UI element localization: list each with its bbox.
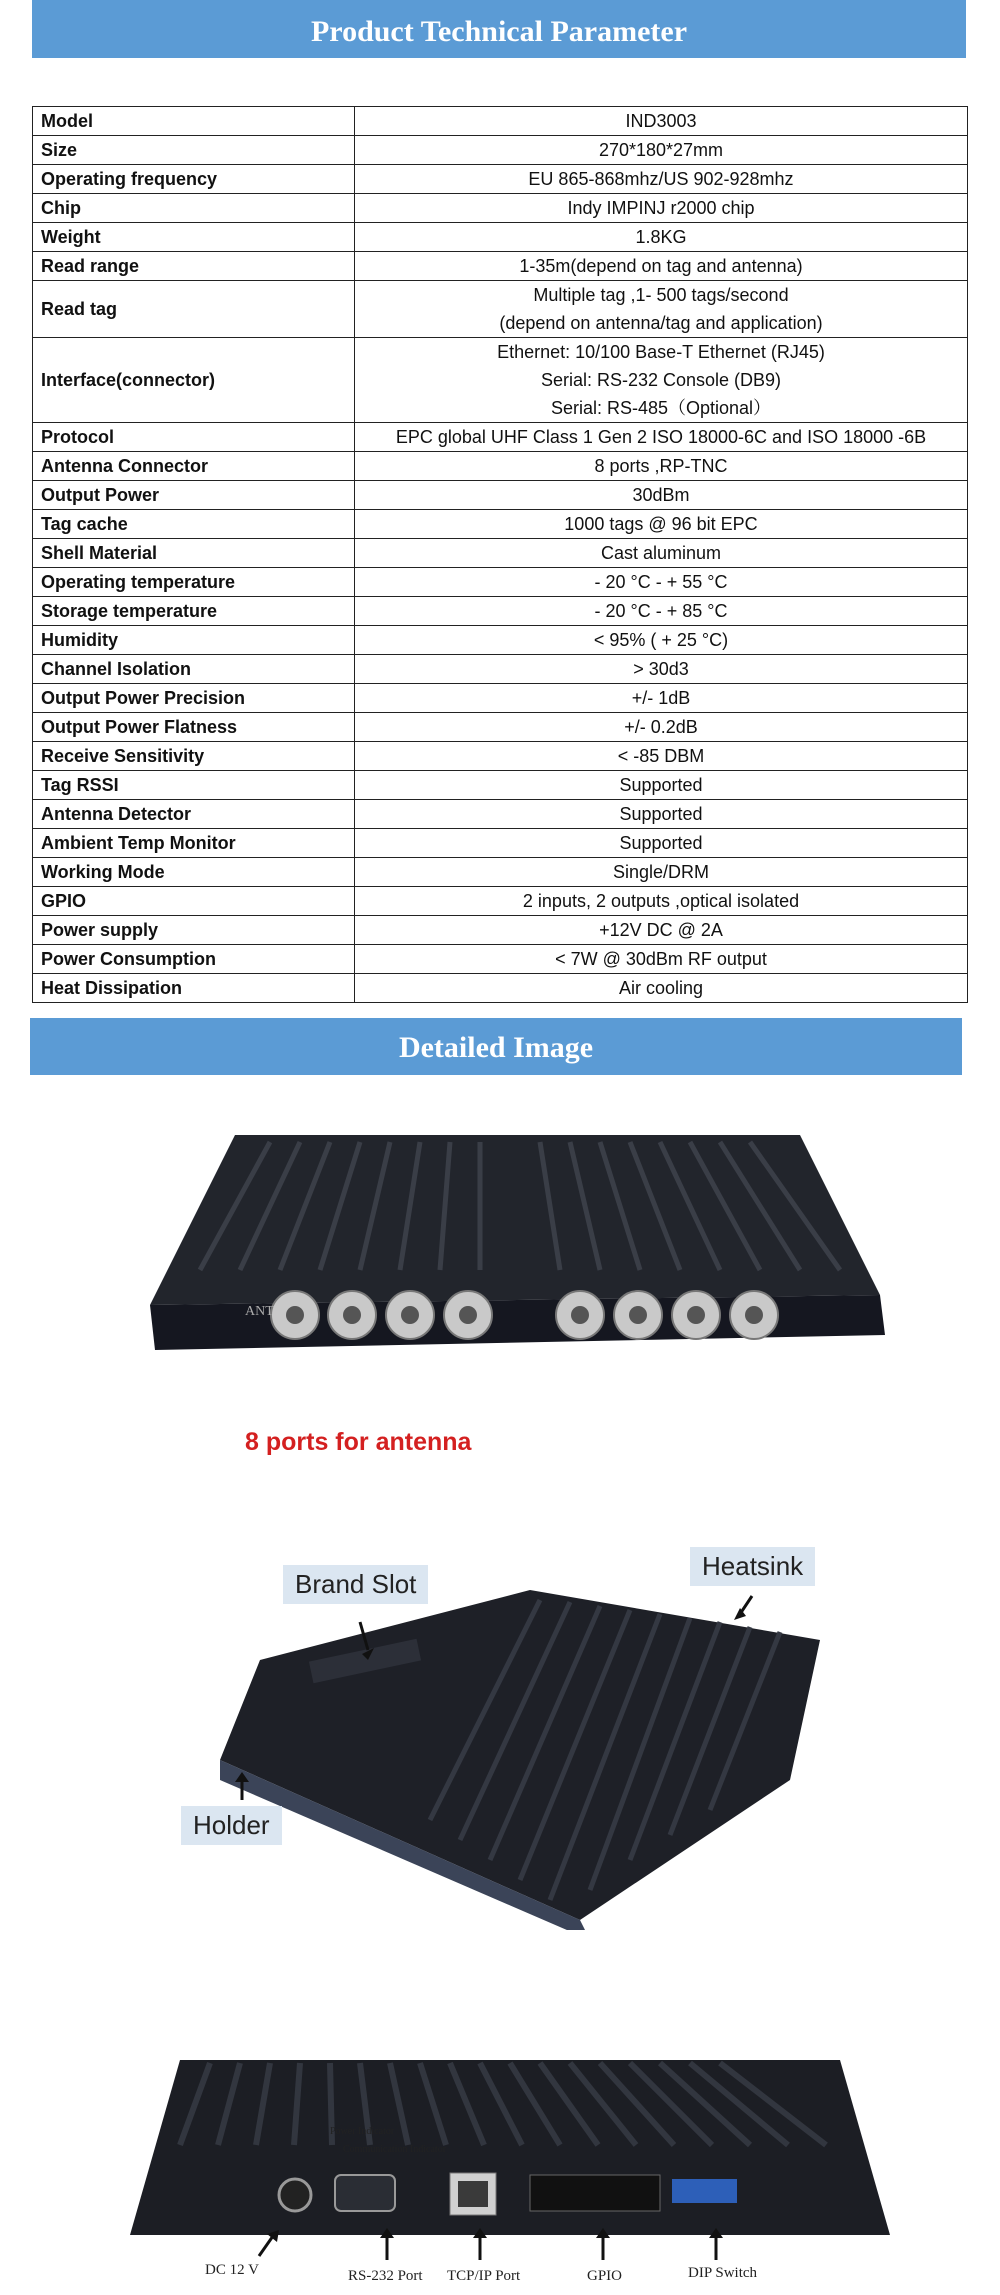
param-value	[355, 655, 968, 684]
param-name: Antenna Connector	[33, 452, 355, 481]
param-name: Ambient Temp Monitor	[33, 829, 355, 858]
param-value-line: < 95% ( + 25 °C)	[593, 630, 729, 650]
callout-holder: Holder	[181, 1806, 282, 1845]
param-value-line: Air cooling	[618, 978, 704, 998]
param-value	[355, 945, 968, 974]
param-value	[355, 887, 968, 916]
arrow-icon	[706, 2228, 726, 2262]
table-row	[33, 338, 968, 423]
table-row	[33, 539, 968, 568]
param-value-line: IND3003	[625, 111, 697, 131]
param-name: Power Consumption	[33, 945, 355, 974]
param-value	[355, 713, 968, 742]
param-name: Shell Material	[33, 539, 355, 568]
param-value	[355, 481, 968, 510]
product-photo-antenna-ports	[140, 1120, 900, 1380]
param-value-line: +/- 0.2dB	[624, 717, 698, 737]
arrow-icon	[730, 1594, 760, 1624]
param-value-line: Supported	[619, 775, 703, 795]
arrow-icon	[350, 1620, 380, 1660]
label-power-indicator: Power Indicator	[330, 2126, 395, 2137]
param-value-line: EU 865-868mhz/US 902-928mhz	[528, 169, 794, 189]
param-name: Tag cache	[33, 510, 355, 539]
param-value-line: +12V DC @ 2A	[599, 920, 723, 940]
param-value-line: Supported	[619, 804, 703, 824]
table-row	[33, 481, 968, 510]
param-name: Read tag	[33, 281, 355, 338]
param-name: Size	[33, 136, 355, 165]
label-rs232-port: RS-232 Port	[348, 2268, 423, 2284]
param-name: Working Mode	[33, 858, 355, 887]
param-value	[355, 626, 968, 655]
param-value	[355, 539, 968, 568]
param-name: Power supply	[33, 916, 355, 945]
param-value	[355, 252, 968, 281]
arrow-icon	[593, 2228, 613, 2262]
table-row	[33, 800, 968, 829]
product-photo-top-view	[200, 1570, 840, 1930]
table-row	[33, 655, 968, 684]
table-row	[33, 452, 968, 481]
param-value	[355, 771, 968, 800]
param-value-line: - 20 °C - + 55 °C	[594, 572, 728, 592]
caption-antenna-ports: 8 ports for antenna	[245, 1428, 472, 1456]
section-title-parameters: Product Technical Parameter	[32, 0, 966, 58]
table-row	[33, 165, 968, 194]
param-name: Protocol	[33, 423, 355, 452]
param-value-line: 270*180*27mm	[598, 140, 724, 160]
table-row	[33, 887, 968, 916]
param-value	[355, 194, 968, 223]
param-name: Channel Isolation	[33, 655, 355, 684]
label-tcpip-port: TCP/IP Port	[447, 2268, 521, 2284]
param-value	[355, 916, 968, 945]
param-value-line: Supported	[619, 833, 703, 853]
table-row	[33, 423, 968, 452]
param-name: Model	[33, 107, 355, 136]
param-value	[355, 568, 968, 597]
param-value-line: Serial: RS-485（Optional）	[550, 398, 772, 418]
param-value-line: 8 ports ,RP-TNC	[594, 456, 728, 476]
param-name: Output Power Precision	[33, 684, 355, 713]
callout-heatsink: Heatsink	[690, 1547, 815, 1586]
param-name: Output Power Flatness	[33, 713, 355, 742]
label-communication-indicator: Communication Indicator	[343, 2144, 447, 2155]
param-name: Interface(connector)	[33, 338, 355, 423]
table-row	[33, 510, 968, 539]
table-row	[33, 713, 968, 742]
table-row	[33, 136, 968, 165]
arrow-icon	[255, 2228, 281, 2258]
param-value	[355, 223, 968, 252]
param-value	[355, 107, 968, 136]
param-value-line: (depend on antenna/tag and application)	[499, 313, 823, 333]
table-row	[33, 771, 968, 800]
param-value-line: 1.8KG	[635, 227, 687, 247]
param-name: Read range	[33, 252, 355, 281]
table-row	[33, 858, 968, 887]
table-row	[33, 281, 968, 338]
param-name: Chip	[33, 194, 355, 223]
table-row	[33, 974, 968, 1003]
param-value-line: 2 inputs, 2 outputs ,optical isolated	[522, 891, 800, 911]
param-value	[355, 452, 968, 481]
param-name: GPIO	[33, 887, 355, 916]
section-title-detailed-image: Detailed Image	[30, 1018, 962, 1075]
product-photo-back-ports	[120, 2055, 900, 2255]
callout-brand-slot: Brand Slot	[283, 1565, 428, 1604]
table-row	[33, 916, 968, 945]
table-row	[33, 597, 968, 626]
table-row	[33, 107, 968, 136]
param-name: Weight	[33, 223, 355, 252]
param-value	[355, 829, 968, 858]
label-dc-12v: DC 12 V	[205, 2262, 259, 2278]
arrow-icon	[377, 2228, 397, 2262]
param-name: Heat Dissipation	[33, 974, 355, 1003]
param-value-line: < 7W @ 30dBm RF output	[555, 949, 767, 969]
table-row	[33, 945, 968, 974]
param-value	[355, 800, 968, 829]
param-value-line: Single/DRM	[612, 862, 710, 882]
param-value	[355, 510, 968, 539]
param-value-line: Serial: RS-232 Console (DB9)	[540, 370, 782, 390]
param-value-line: - 20 °C - + 85 °C	[594, 601, 728, 621]
param-value-line: EPC global UHF Class 1 Gen 2 ISO 18000-6C and ISO 18000 -6B	[395, 427, 927, 447]
parameter-table	[32, 106, 968, 1003]
param-name: Humidity	[33, 626, 355, 655]
param-value-line: Ethernet: 10/100 Base-T Ethernet (RJ45)	[497, 342, 825, 362]
table-row	[33, 194, 968, 223]
param-value	[355, 338, 968, 423]
arrow-icon	[470, 2228, 490, 2262]
param-value	[355, 974, 968, 1003]
param-value	[355, 742, 968, 771]
ant-label: ANT	[245, 1304, 274, 1319]
param-value	[355, 684, 968, 713]
param-name: Output Power	[33, 481, 355, 510]
param-value	[355, 597, 968, 626]
param-value-line: 1-35m(depend on tag and antenna)	[519, 256, 803, 276]
param-value-line: +/- 1dB	[631, 688, 691, 708]
label-gpio: GPIO	[587, 2268, 623, 2284]
param-value-line: Cast aluminum	[600, 543, 722, 563]
param-value-line: Multiple tag ,1- 500 tags/second	[533, 285, 789, 305]
table-row	[33, 829, 968, 858]
param-value-line: 1000 tags @ 96 bit EPC	[564, 514, 758, 534]
table-row	[33, 252, 968, 281]
param-name: Receive Sensitivity	[33, 742, 355, 771]
param-name: Operating temperature	[33, 568, 355, 597]
param-name: Tag RSSI	[33, 771, 355, 800]
param-value	[355, 281, 968, 338]
arrow-icon	[232, 1772, 252, 1802]
param-value	[355, 165, 968, 194]
table-row	[33, 742, 968, 771]
table-row	[33, 684, 968, 713]
param-value	[355, 136, 968, 165]
param-value-line: < -85 DBM	[617, 746, 705, 766]
table-row	[33, 626, 968, 655]
param-value-line: Indy IMPINJ r2000 chip	[567, 198, 755, 218]
label-dip-switch: DIP Switch	[688, 2265, 758, 2281]
param-name: Operating frequency	[33, 165, 355, 194]
param-value	[355, 858, 968, 887]
table-row	[33, 568, 968, 597]
table-row	[33, 223, 968, 252]
param-name: Storage temperature	[33, 597, 355, 626]
param-value	[355, 423, 968, 452]
param-value-line: > 30d3	[633, 659, 689, 679]
param-name: Antenna Detector	[33, 800, 355, 829]
param-value-line: 30dBm	[632, 485, 690, 505]
